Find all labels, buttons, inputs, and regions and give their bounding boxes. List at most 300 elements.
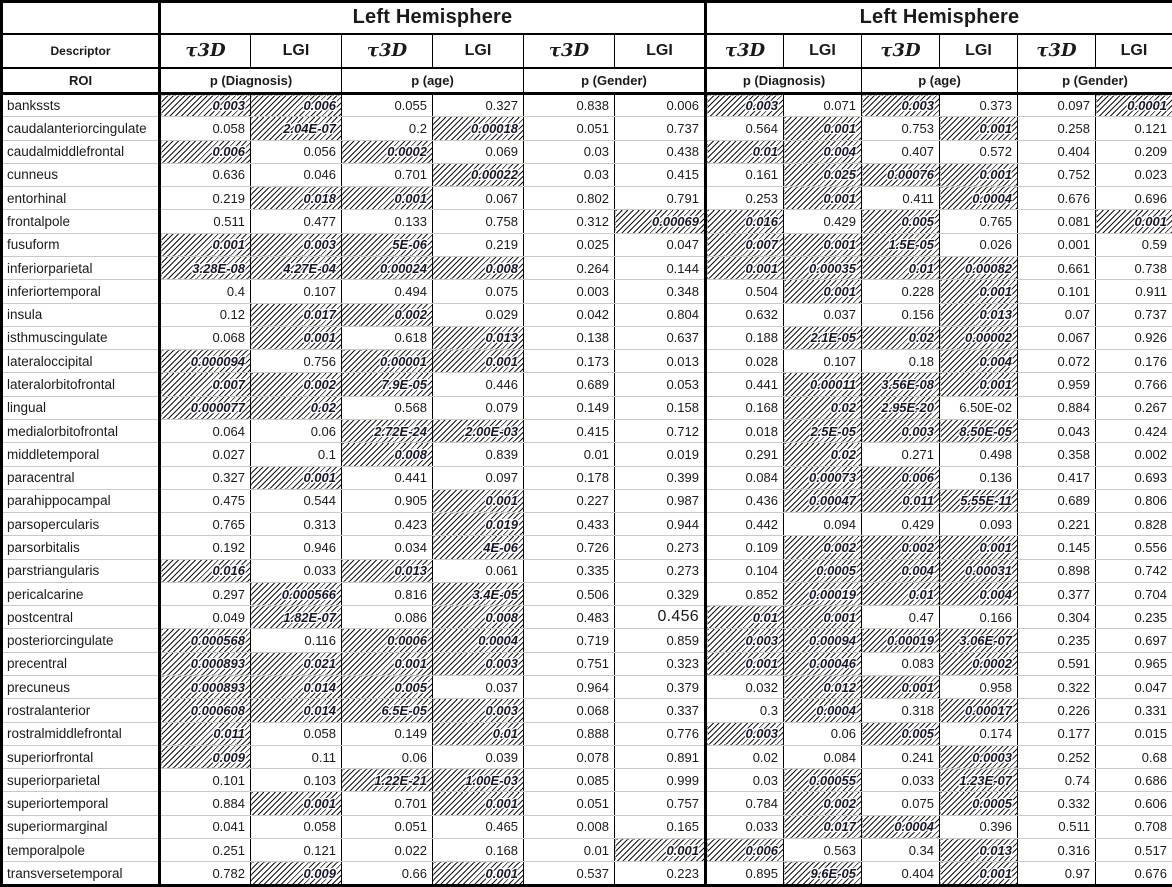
table-row — [2, 489, 1172, 512]
corner-cell — [2, 2, 160, 34]
p-value-cell: 0.676 — [1018, 187, 1096, 210]
p-value-cell: 0.023 — [1096, 163, 1172, 186]
p-value-cell-significant: 0.00002 — [940, 326, 1018, 349]
p-value-cell-significant: 2.00E-03 — [433, 419, 524, 442]
p-value-cell: 0.766 — [1096, 373, 1172, 396]
p-value-cell-significant: 1.00E-03 — [433, 769, 524, 792]
p-value-cell: 0.456 — [615, 606, 706, 629]
p-value-cell: 0.895 — [706, 862, 784, 886]
p-value-cell-significant: 0.001 — [433, 489, 524, 512]
p-value-cell: 0.047 — [615, 233, 706, 256]
table-row — [2, 466, 1172, 489]
p-value-cell-significant: 0.00046 — [784, 652, 862, 675]
p-value-cell-significant: 0.011 — [862, 489, 940, 512]
p-value-cell: 0.084 — [784, 745, 862, 768]
roi-name-cell: inferiorparietal — [2, 256, 160, 279]
p-value-cell: 0.273 — [615, 536, 706, 559]
p-value-cell: 0.168 — [433, 839, 524, 862]
p-value-cell: 0.03 — [524, 140, 615, 163]
p-value-cell-significant: 0.006 — [862, 466, 940, 489]
table-row — [2, 606, 1172, 629]
p-value-cell: 0.332 — [1018, 792, 1096, 815]
p-value-cell: 0.291 — [706, 443, 784, 466]
p-value-cell: 0.415 — [615, 163, 706, 186]
p-value-cell-significant: 0.001 — [160, 233, 251, 256]
p-value-cell: 0.396 — [940, 815, 1018, 838]
p-value-cell: 0.753 — [862, 117, 940, 140]
p-value-cell: 0.504 — [706, 280, 784, 303]
table-row — [2, 280, 1172, 303]
p-value-cell: 0.273 — [615, 559, 706, 582]
p-value-cell: 0.765 — [160, 513, 251, 536]
p-value-cell: 0.697 — [1096, 629, 1172, 652]
p-value-cell: 0.329 — [615, 582, 706, 605]
p-value-cell-significant: 0.002 — [342, 303, 433, 326]
p-value-cell-significant: 0.000893 — [160, 652, 251, 675]
p-value-cell-significant: 0.001 — [940, 163, 1018, 186]
table-row — [2, 326, 1172, 349]
p-value-cell: 0.737 — [1096, 303, 1172, 326]
p-value-cell: 0.407 — [862, 140, 940, 163]
p-value-cell: 0.053 — [615, 373, 706, 396]
p-value-cell: 0.959 — [1018, 373, 1096, 396]
p-value-cell-significant: 0.003 — [160, 94, 251, 117]
p-value-cell-significant: 0.001 — [784, 233, 862, 256]
roi-name-cell: superiorfrontal — [2, 745, 160, 768]
p-value-cell-significant: 0.000893 — [160, 676, 251, 699]
p-value-cell: 0.03 — [524, 163, 615, 186]
roi-header-row — [2, 68, 1172, 94]
p-value-cell: 0.069 — [433, 140, 524, 163]
p-value-cell: 0.511 — [160, 210, 251, 233]
p-value-cell-significant: 5.55E-11 — [940, 489, 1018, 512]
p-value-cell: 0.094 — [784, 513, 862, 536]
table-row — [2, 303, 1172, 326]
p-value-cell-significant: 0.003 — [433, 699, 524, 722]
p-value-cell: 0.101 — [1018, 280, 1096, 303]
p-value-cell: 0.632 — [706, 303, 784, 326]
table-row — [2, 396, 1172, 419]
roi-name-cell: frontalpole — [2, 210, 160, 233]
p-value-cell: 0.765 — [940, 210, 1018, 233]
p-value-cell: 0.144 — [615, 256, 706, 279]
p-value-cell-significant: 0.009 — [160, 745, 251, 768]
p-value-cell: 0.006 — [615, 94, 706, 117]
p-value-cell: 0.034 — [342, 536, 433, 559]
p-value-cell: 0.506 — [524, 582, 615, 605]
table-row — [2, 117, 1172, 140]
p-value-cell: 0.235 — [1096, 606, 1172, 629]
table-row — [2, 839, 1172, 862]
p-value-cell: 6.50E-02 — [940, 396, 1018, 419]
p-value-cell-significant: 0.001 — [784, 187, 862, 210]
p-value-cell: 0.475 — [160, 489, 251, 512]
p-value-cell-significant: 8.50E-05 — [940, 419, 1018, 442]
p-value-cell: 0.318 — [862, 699, 940, 722]
p-value-cell: 0.075 — [433, 280, 524, 303]
p-value-cell-significant: 0.004 — [862, 559, 940, 582]
p-value-cell: 0.331 — [1096, 699, 1172, 722]
p-value-cell: 0.165 — [615, 815, 706, 838]
table-row — [2, 256, 1172, 279]
p-value-cell-significant: 0.003 — [862, 419, 940, 442]
p-value-cell-significant: 0.008 — [433, 256, 524, 279]
table-row — [2, 94, 1172, 117]
table-body — [2, 94, 1172, 886]
p-value-cell-significant: 0.003 — [706, 722, 784, 745]
p-value-cell-significant: 2.04E-07 — [251, 117, 342, 140]
p-value-cell-significant: 0.02 — [251, 396, 342, 419]
descriptor-tau3d-header: τ3D — [524, 34, 615, 68]
p-value-cell: 0.043 — [1018, 419, 1096, 442]
p-value-cell: 0.429 — [862, 513, 940, 536]
p-value-cell: 0.891 — [615, 745, 706, 768]
table-header — [2, 2, 1172, 94]
p-value-cell-significant: 0.001 — [706, 652, 784, 675]
roi-name-cell: rostralmiddlefrontal — [2, 722, 160, 745]
descriptor-lgi-header: LGI — [1096, 34, 1172, 68]
p-value-cell: 0.751 — [524, 652, 615, 675]
p-value-cell: 0.556 — [1096, 536, 1172, 559]
p-value-cell-significant: 0.001 — [251, 326, 342, 349]
p-subheader: p (age) — [342, 68, 524, 94]
p-value-cell: 0.701 — [342, 163, 433, 186]
p-value-cell: 0.033 — [706, 815, 784, 838]
table-row — [2, 513, 1172, 536]
p-value-cell: 0.028 — [706, 350, 784, 373]
roi-name-cell: caudalanteriorcingulate — [2, 117, 160, 140]
p-value-cell-significant: 0.021 — [251, 652, 342, 675]
p-value-cell-significant: 0.001 — [433, 350, 524, 373]
p-value-cell: 0.742 — [1096, 559, 1172, 582]
roi-name-cell: temporalpole — [2, 839, 160, 862]
p-value-cell: 0.176 — [1096, 350, 1172, 373]
p-value-cell: 0.537 — [524, 862, 615, 886]
p-value-cell: 0.058 — [251, 722, 342, 745]
p-value-cell: 0.964 — [524, 676, 615, 699]
p-value-cell-significant: 1.23E-07 — [940, 769, 1018, 792]
p-value-cell: 0.701 — [342, 792, 433, 815]
descriptor-row — [2, 34, 1172, 68]
p-value-cell-significant: 0.0005 — [784, 559, 862, 582]
table-row — [2, 722, 1172, 745]
p-value-cell: 0.107 — [784, 350, 862, 373]
p-value-cell: 0.12 — [160, 303, 251, 326]
roi-name-cell: precuneus — [2, 676, 160, 699]
p-value-cell-significant: 0.02 — [784, 443, 862, 466]
roi-name-cell: cunneus — [2, 163, 160, 186]
p-value-cell: 0.084 — [706, 466, 784, 489]
p-value-cell: 0.884 — [160, 792, 251, 815]
hemisphere-group-left: Left Hemisphere — [160, 2, 706, 34]
p-value-cell: 0.06 — [342, 745, 433, 768]
p-value-cell: 0.517 — [1096, 839, 1172, 862]
p-value-cell-significant: 0.0002 — [940, 652, 1018, 675]
p-value-cell: 0.377 — [1018, 582, 1096, 605]
p-value-cell: 0.174 — [940, 722, 1018, 745]
p-value-cell: 0.056 — [251, 140, 342, 163]
p-value-cell: 0.219 — [160, 187, 251, 210]
p-value-cell: 0.676 — [1096, 862, 1172, 886]
p-value-cell-significant: 0.00001 — [342, 350, 433, 373]
p-value-cell: 0.544 — [251, 489, 342, 512]
p-value-cell: 0.101 — [160, 769, 251, 792]
p-value-cell-significant: 2.95E-20 — [862, 396, 940, 419]
roi-name-cell: fusuform — [2, 233, 160, 256]
p-value-cell-significant: 0.001 — [940, 862, 1018, 886]
p-value-cell-significant: 2.5E-05 — [784, 419, 862, 442]
table-row — [2, 652, 1172, 675]
p-value-cell-significant: 0.01 — [706, 140, 784, 163]
table-row — [2, 373, 1172, 396]
p-value-cell: 0.156 — [862, 303, 940, 326]
descriptor-lgi-header: LGI — [251, 34, 342, 68]
p-value-cell: 0.107 — [251, 280, 342, 303]
roi-name-cell: lateralorbitofrontal — [2, 373, 160, 396]
p-value-cell: 0.752 — [1018, 163, 1096, 186]
p-value-cell: 0.441 — [342, 466, 433, 489]
p-value-cell-significant: 0.00076 — [862, 163, 940, 186]
p-value-cell: 0.511 — [1018, 815, 1096, 838]
table-row — [2, 419, 1172, 442]
p-value-cell: 0.859 — [615, 629, 706, 652]
p-value-cell-significant: 1.82E-07 — [251, 606, 342, 629]
p-value-cell-significant: 0.017 — [784, 815, 862, 838]
p-value-cell: 0.051 — [342, 815, 433, 838]
p-value-cell-significant: 0.001 — [342, 652, 433, 675]
table-row — [2, 629, 1172, 652]
p-value-cell: 0.66 — [342, 862, 433, 886]
p-value-cell: 0.168 — [706, 396, 784, 419]
p-value-cell: 0.047 — [1096, 676, 1172, 699]
table-row — [2, 815, 1172, 838]
p-value-cell-significant: 0.001 — [251, 466, 342, 489]
hemisphere-row — [2, 2, 1172, 34]
p-value-cell: 0.572 — [940, 140, 1018, 163]
p-value-cell: 0.689 — [524, 373, 615, 396]
p-value-cell: 0.192 — [160, 536, 251, 559]
roi-name-cell: inferiortemporal — [2, 280, 160, 303]
p-value-cell: 0.178 — [524, 466, 615, 489]
p-value-cell-significant: 0.00069 — [615, 210, 706, 233]
p-value-cell: 0.791 — [615, 187, 706, 210]
p-value-cell: 0.079 — [433, 396, 524, 419]
p-value-cell: 0.055 — [342, 94, 433, 117]
p-value-cell: 0.013 — [615, 350, 706, 373]
p-value-cell: 0.058 — [251, 815, 342, 838]
p-value-cell: 0.235 — [1018, 629, 1096, 652]
p-value-cell-significant: 4.27E-04 — [251, 256, 342, 279]
p-value-cell: 0.74 — [1018, 769, 1096, 792]
p-value-cell: 0.068 — [524, 699, 615, 722]
descriptor-tau3d-header: τ3D — [1018, 34, 1096, 68]
p-value-cell: 0.415 — [524, 419, 615, 442]
p-value-cell: 0.026 — [940, 233, 1018, 256]
p-value-cell: 0.776 — [615, 722, 706, 745]
p-value-cell: 0.271 — [862, 443, 940, 466]
roi-name-cell: isthmuscingulate — [2, 326, 160, 349]
descriptor-label: Descriptor — [2, 34, 160, 68]
p-value-cell-significant: 0.002 — [784, 536, 862, 559]
p-value-cell: 0.097 — [433, 466, 524, 489]
p-value-cell-significant: 0.018 — [251, 187, 342, 210]
p-value-cell-significant: 0.000568 — [160, 629, 251, 652]
p-value-cell: 0.637 — [615, 326, 706, 349]
p-value-cell: 0.4 — [160, 280, 251, 303]
p-value-cell-significant: 0.019 — [433, 513, 524, 536]
p-value-cell-significant: 0.006 — [251, 94, 342, 117]
p-value-cell: 0.987 — [615, 489, 706, 512]
p-value-cell: 0.591 — [1018, 652, 1096, 675]
roi-name-cell: parsorbitalis — [2, 536, 160, 559]
p-value-cell: 0.03 — [706, 769, 784, 792]
p-value-cell: 0.965 — [1096, 652, 1172, 675]
p-value-cell: 0.696 — [1096, 187, 1172, 210]
p-value-cell: 0.429 — [784, 210, 862, 233]
p-value-cell-significant: 0.016 — [160, 559, 251, 582]
roi-name-cell: precentral — [2, 652, 160, 675]
roi-name-cell: lingual — [2, 396, 160, 419]
p-value-cell-significant: 3.4E-05 — [433, 582, 524, 605]
p-value-cell-significant: 0.016 — [706, 210, 784, 233]
p-value-cell: 0.064 — [160, 419, 251, 442]
p-value-cell: 0.704 — [1096, 582, 1172, 605]
p-value-cell: 0.719 — [524, 629, 615, 652]
p-value-cell-significant: 0.00017 — [940, 699, 1018, 722]
p-value-cell-significant: 0.00024 — [342, 256, 433, 279]
p-value-cell: 0.442 — [706, 513, 784, 536]
p-value-cell-significant: 0.001 — [342, 187, 433, 210]
p-value-cell: 0.726 — [524, 536, 615, 559]
roi-name-cell: superiorparietal — [2, 769, 160, 792]
p-value-cell-significant: 0.000566 — [251, 582, 342, 605]
p-value-cell: 0.008 — [524, 815, 615, 838]
p-value-cell-significant: 0.001 — [784, 117, 862, 140]
p-value-cell-significant: 2.72E-24 — [342, 419, 433, 442]
p-value-cell: 0.161 — [706, 163, 784, 186]
descriptor-lgi-header: LGI — [433, 34, 524, 68]
table-row — [2, 210, 1172, 233]
roi-name-cell: caudalmiddlefrontal — [2, 140, 160, 163]
p-subheader: p (Diagnosis) — [160, 68, 342, 94]
p-value-cell: 0.441 — [706, 373, 784, 396]
p-value-cell: 0.223 — [615, 862, 706, 886]
p-value-cell: 0.816 — [342, 582, 433, 605]
p-value-cell: 0.905 — [342, 489, 433, 512]
p-value-cell-significant: 0.017 — [251, 303, 342, 326]
p-value-cell: 0.06 — [784, 722, 862, 745]
p-value-cell: 0.041 — [160, 815, 251, 838]
roi-name-cell: posteriorcingulate — [2, 629, 160, 652]
p-value-cell: 0.003 — [524, 280, 615, 303]
p-value-cell-significant: 0.001 — [615, 839, 706, 862]
p-subheader: p (Gender) — [1018, 68, 1172, 94]
p-value-cell: 0.68 — [1096, 745, 1172, 768]
p-value-cell-significant: 0.00073 — [784, 466, 862, 489]
p-value-cell-significant: 0.002 — [784, 792, 862, 815]
p-value-cell-significant: 0.025 — [784, 163, 862, 186]
p-value-cell-significant: 0.0003 — [940, 745, 1018, 768]
p-value-cell: 0.07 — [1018, 303, 1096, 326]
p-value-cell-significant: 0.00035 — [784, 256, 862, 279]
p-value-cell: 0.072 — [1018, 350, 1096, 373]
p-value-cell: 0.327 — [160, 466, 251, 489]
p-value-cell-significant: 0.0004 — [433, 629, 524, 652]
p-subheader: p (Diagnosis) — [706, 68, 862, 94]
p-value-cell: 0.025 — [524, 233, 615, 256]
p-value-cell: 0.103 — [251, 769, 342, 792]
p-value-cell-significant: 0.004 — [784, 140, 862, 163]
p-value-cell: 0.104 — [706, 559, 784, 582]
p-value-cell-significant: 0.001 — [784, 280, 862, 303]
p-value-cell-significant: 0.005 — [862, 722, 940, 745]
p-value-cell-significant: 0.001 — [251, 792, 342, 815]
p-value-cell: 0.999 — [615, 769, 706, 792]
p-value-cell: 0.267 — [1096, 396, 1172, 419]
p-value-cell-significant: 0.001 — [706, 256, 784, 279]
p-value-cell: 0.436 — [706, 489, 784, 512]
table-row — [2, 676, 1172, 699]
p-value-cell-significant: 0.00011 — [784, 373, 862, 396]
descriptor-lgi-header: LGI — [784, 34, 862, 68]
p-value-cell: 0.097 — [1018, 94, 1096, 117]
p-value-cell: 0.323 — [615, 652, 706, 675]
p-value-cell-significant: 1.22E-21 — [342, 769, 433, 792]
roi-name-cell: parstriangularis — [2, 559, 160, 582]
p-value-cell-significant: 0.009 — [251, 862, 342, 886]
p-value-cell-significant: 0.013 — [342, 559, 433, 582]
p-value-cell: 0.039 — [433, 745, 524, 768]
p-value-cell-significant: 3.56E-08 — [862, 373, 940, 396]
p-value-cell: 0.3 — [706, 699, 784, 722]
p-value-cell: 0.758 — [433, 210, 524, 233]
p-value-cell: 0.498 — [940, 443, 1018, 466]
p-value-cell: 0.312 — [524, 210, 615, 233]
p-value-cell: 0.738 — [1096, 256, 1172, 279]
p-value-cell-significant: 0.00019 — [862, 629, 940, 652]
p-value-cell: 0.11 — [251, 745, 342, 768]
p-value-cell: 0.838 — [524, 94, 615, 117]
p-value-cell: 0.636 — [160, 163, 251, 186]
p-value-cell: 0.337 — [615, 699, 706, 722]
p-value-cell: 0.399 — [615, 466, 706, 489]
p-value-cell: 0.071 — [784, 94, 862, 117]
p-value-cell-significant: 0.007 — [160, 373, 251, 396]
p-value-cell: 0.067 — [1018, 326, 1096, 349]
p-value-cell: 0.563 — [784, 839, 862, 862]
p-value-cell: 0.109 — [706, 536, 784, 559]
p-value-cell-significant: 0.0005 — [940, 792, 1018, 815]
p-value-cell: 0.081 — [1018, 210, 1096, 233]
p-value-cell: 0.01 — [524, 839, 615, 862]
p-value-cell: 0.494 — [342, 280, 433, 303]
p-value-cell-significant: 0.014 — [251, 699, 342, 722]
table-row — [2, 536, 1172, 559]
p-value-cell: 0.693 — [1096, 466, 1172, 489]
p-value-cell: 0.226 — [1018, 699, 1096, 722]
p-value-cell: 0.802 — [524, 187, 615, 210]
p-value-cell-significant: 0.00019 — [784, 582, 862, 605]
p-value-cell-significant: 0.012 — [784, 676, 862, 699]
p-value-cell: 0.689 — [1018, 489, 1096, 512]
p-value-cell: 0.18 — [862, 350, 940, 373]
p-value-cell: 0.149 — [524, 396, 615, 419]
p-value-cell: 0.322 — [1018, 676, 1096, 699]
p-value-cell-significant: 0.008 — [433, 606, 524, 629]
p-value-cell: 0.188 — [706, 326, 784, 349]
p-value-cell: 0.564 — [706, 117, 784, 140]
p-value-cell: 0.166 — [940, 606, 1018, 629]
